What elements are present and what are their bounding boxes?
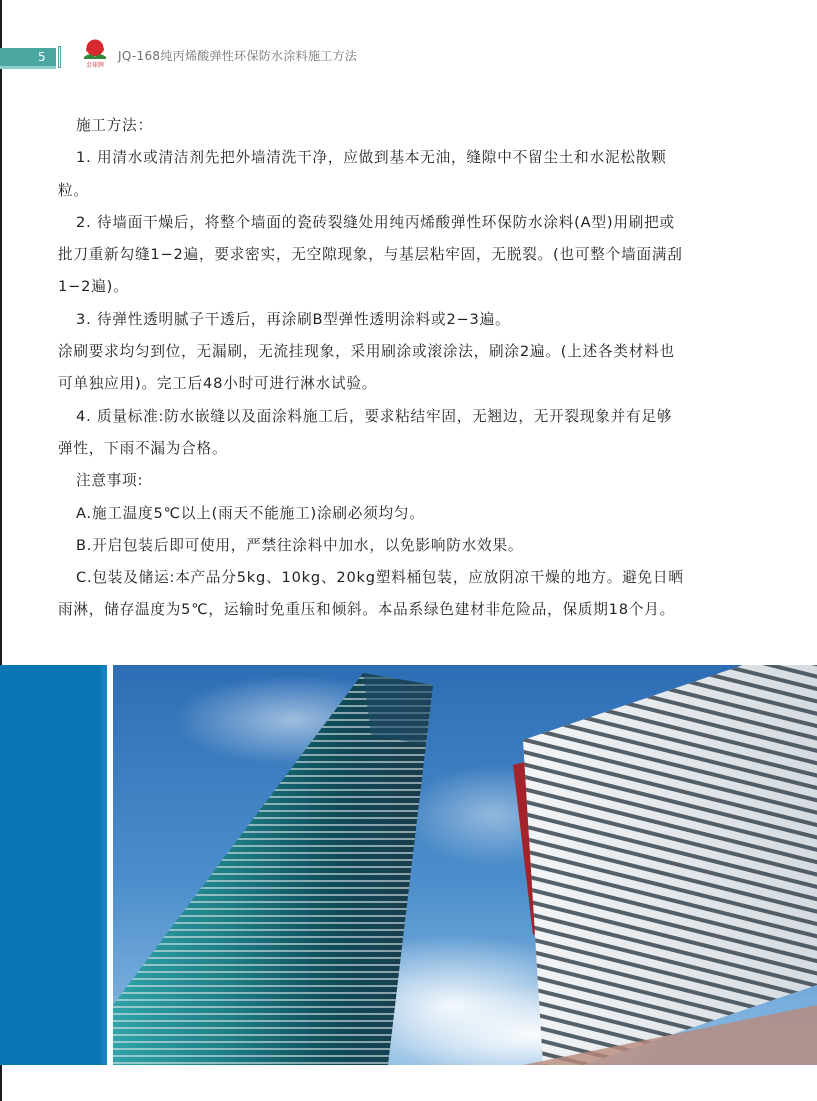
step-3-line-3: 可单独应用)。完工后48小时可进行淋水试验。 — [58, 375, 378, 393]
section-heading: 施工方法： — [76, 117, 153, 134]
step-2-line-3: 1−2遍)。 — [58, 278, 129, 296]
page-number: 5 — [38, 50, 46, 64]
step-1-line-1: 1. 用清水或清洁剂先把外墙清洗干净，应做到基本无油，缝隙中不留尘土和水泥松散颗 — [76, 149, 667, 167]
note-a: A.施工温度5℃以上(雨天不能施工)涂刷必须均匀。 — [76, 504, 425, 522]
logo-text: 金球牌 — [85, 62, 104, 69]
decorative-side-bar — [0, 665, 107, 1065]
instructions-body — [58, 110, 748, 627]
globe-icon — [80, 38, 110, 62]
page-tab-underline — [0, 66, 56, 69]
note-b: B.开启包装后即可使用，严禁往涂料中加水，以免影响防水效果。 — [76, 536, 524, 554]
page-tab-bar — [0, 48, 56, 66]
step-4-line-2: 弹性，下雨不漏为合格。 — [58, 439, 228, 457]
step-2-line-1: 2. 待墙面干燥后，将整个墙面的瓷砖裂缝处用纯丙烯酸弹性环保防水涂料(A型)用刷把或 — [76, 213, 675, 231]
step-2-line-2: 批刀重新勾缝1−2遍，要求密实，无空隙现象，与基层粘牢固，无脱裂。(也可整个墙面满刮 — [58, 246, 683, 264]
step-4-line-1: 4. 质量标准:防水嵌缝以及面涂料施工后，要求粘结牢固，无翘边，无开裂现象并有足够 — [76, 407, 673, 425]
step-1-line-2: 粒。 — [58, 181, 89, 199]
page-number-tab — [0, 45, 63, 69]
skyscraper-photo — [113, 665, 817, 1065]
brand-logo — [80, 38, 110, 72]
page-tab-marker — [58, 46, 61, 68]
header-title: JQ-168纯丙烯酸弹性环保防水涂料施工方法 — [118, 49, 358, 63]
step-3-line-1: 3. 待弹性透明腻子干透后，再涂刷B型弹性透明涂料或2−3遍。 — [76, 310, 511, 328]
note-c-line-2: 雨淋，储存温度为5℃，运输时免重压和倾斜。本品系绿色建材非危险品，保质期18个月。 — [58, 601, 676, 619]
notes-heading: 注意事项: — [76, 472, 144, 490]
note-c-line-1: C.包装及储运:本产品分5kg、10kg、20kg塑料桶包装，应放阴凉干燥的地方。避免日晒 — [76, 569, 684, 587]
step-3-line-2: 涂刷要求均匀到位，无漏刷，无流挂现象，采用刷涂或滚涂法，刷涂2遍。(上述各类材料也 — [58, 343, 675, 361]
